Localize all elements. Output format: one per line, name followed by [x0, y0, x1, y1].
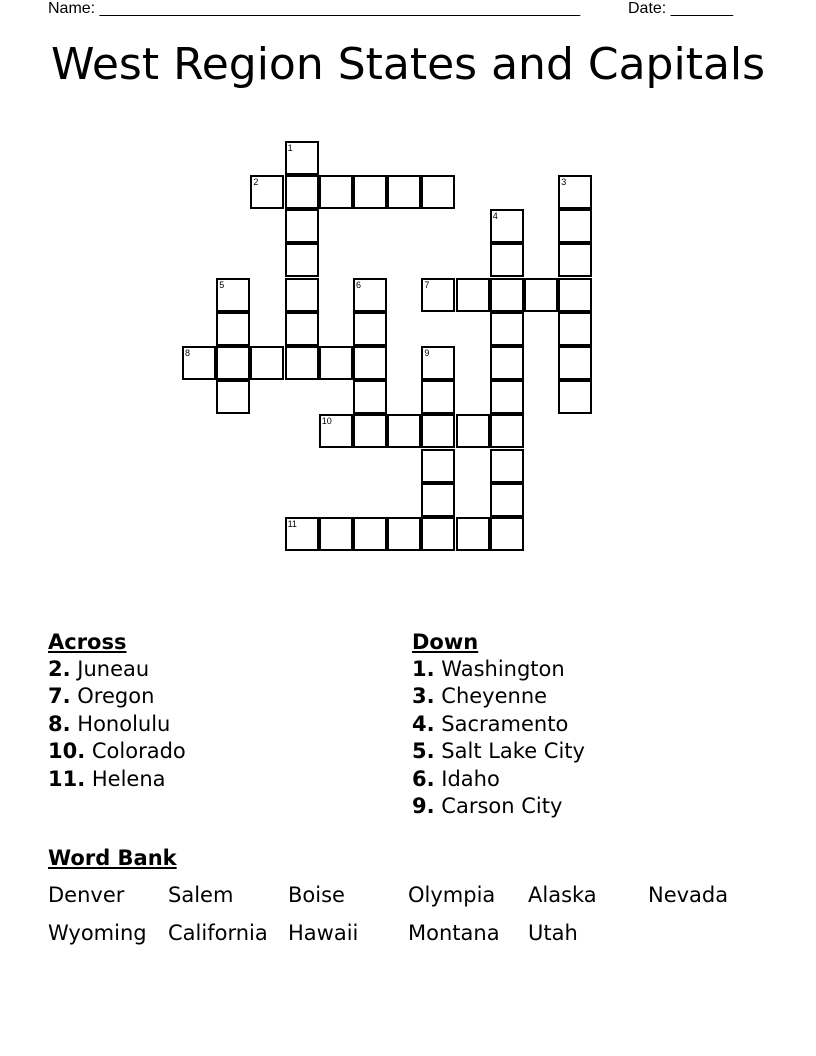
clue-number: 5 [219, 279, 225, 290]
crossword-cell[interactable] [490, 517, 524, 551]
crossword-cell[interactable] [490, 278, 524, 312]
crossword-cell[interactable] [421, 278, 455, 312]
word-bank-word: Utah [528, 921, 578, 945]
page-title: West Region States and Capitals [50, 39, 766, 90]
crossword-cell[interactable] [387, 517, 421, 551]
crossword-cell[interactable] [490, 312, 524, 346]
crossword-cell[interactable] [285, 243, 319, 277]
clue-text: Colorado [91, 739, 186, 764]
word-bank [48, 844, 768, 945]
crossword-cell[interactable] [319, 346, 353, 380]
crossword-cell[interactable] [216, 346, 250, 380]
clue-number: 1 [287, 142, 293, 153]
clue-num: 2. [48, 657, 71, 681]
crossword-cell[interactable] [250, 175, 284, 209]
clue-text: Salt Lake City [441, 739, 585, 764]
clue-item [48, 766, 186, 793]
crossword-cell[interactable] [490, 243, 524, 277]
clue-text: Carson City [441, 794, 563, 819]
crossword-cell[interactable] [353, 312, 387, 346]
across-clues [48, 628, 186, 793]
crossword-cell[interactable] [387, 414, 421, 448]
crossword-cell[interactable] [490, 483, 524, 517]
clue-num: 10. [48, 739, 86, 764]
crossword-cell[interactable] [285, 141, 319, 175]
clue-number: 8 [185, 348, 191, 358]
clue-number: 2 [253, 177, 259, 187]
crossword-cell[interactable] [490, 414, 524, 448]
crossword-cell[interactable] [421, 483, 455, 517]
clue-item [48, 656, 186, 683]
crossword-cell[interactable] [558, 346, 592, 380]
crossword-cell[interactable] [558, 175, 592, 209]
clue-num: 1. [412, 657, 435, 681]
crossword-cell[interactable] [558, 278, 592, 312]
crossword-cell[interactable] [490, 209, 524, 243]
crossword-cell[interactable] [456, 414, 490, 448]
crossword-cell[interactable] [216, 312, 250, 346]
crossword-cell[interactable] [421, 175, 455, 209]
clue-item [412, 656, 585, 683]
clue-item [48, 711, 186, 738]
name-field-label: Name: ______________________________________________________ [48, 0, 581, 17]
crossword-cell[interactable] [456, 517, 490, 551]
crossword-cell[interactable] [353, 278, 387, 312]
down-clue-list [412, 656, 585, 820]
clue-text: Cheyenne [441, 684, 548, 709]
clue-item [48, 683, 186, 710]
clue-number: 6 [356, 279, 362, 290]
clue-num: 11. [48, 766, 86, 791]
crossword-cell[interactable] [387, 175, 421, 209]
crossword-cell[interactable] [319, 517, 353, 551]
date-field-label: Date: _______ [628, 0, 733, 17]
crossword-cell[interactable] [456, 278, 490, 312]
clue-number: 11 [287, 519, 297, 529]
crossword-cell[interactable] [490, 449, 524, 483]
clue-num: 3. [412, 684, 435, 709]
crossword-cell[interactable] [558, 243, 592, 277]
word-bank-word: Montana [408, 921, 500, 945]
word-bank-word: Denver [48, 883, 125, 907]
crossword-cell[interactable] [353, 517, 387, 551]
crossword-cell[interactable] [319, 414, 353, 448]
crossword-cell[interactable] [353, 346, 387, 380]
across-heading: Across [48, 630, 127, 654]
crossword-cell[interactable] [558, 380, 592, 414]
crossword-cell[interactable] [421, 414, 455, 448]
clue-item [412, 711, 585, 738]
crossword-cell[interactable] [285, 209, 319, 243]
clue-text: Helena [91, 766, 166, 791]
crossword-cell[interactable] [285, 175, 319, 209]
clue-num: 7. [48, 684, 71, 709]
crossword-cell[interactable] [353, 380, 387, 414]
crossword-cell[interactable] [353, 414, 387, 448]
word-bank-word: Nevada [648, 883, 729, 907]
clue-num: 6. [412, 766, 435, 791]
down-heading: Down [412, 630, 479, 654]
clue-number: 10 [321, 416, 332, 427]
clue-num: 8. [48, 711, 71, 736]
crossword-cell[interactable] [421, 449, 455, 483]
clue-item [412, 766, 585, 793]
crossword-cell[interactable] [558, 312, 592, 346]
word-bank-heading: Word Bank [48, 846, 177, 870]
clue-item [412, 793, 585, 820]
clue-text: Sacramento [441, 711, 569, 736]
word-bank-word: California [168, 921, 268, 945]
clue-text: Honolulu [77, 711, 171, 736]
clue-num: 4. [412, 711, 435, 736]
word-bank-word: Salem [168, 883, 234, 907]
crossword-cell[interactable] [250, 346, 284, 380]
crossword-cell[interactable] [319, 175, 353, 209]
crossword-cell[interactable] [216, 380, 250, 414]
word-bank-word: Olympia [408, 883, 496, 907]
down-clues [412, 628, 585, 820]
word-bank-word: Alaska [528, 883, 597, 907]
clue-item [48, 738, 186, 765]
clue-text: Washington [441, 657, 565, 681]
word-bank-word: Boise [288, 883, 345, 907]
clue-text: Idaho [441, 766, 500, 791]
crossword-cell[interactable] [285, 346, 319, 380]
crossword-cell[interactable] [216, 278, 250, 312]
crossword-cell[interactable] [490, 380, 524, 414]
crossword-cell[interactable] [353, 175, 387, 209]
clue-text: Juneau [77, 657, 150, 681]
clue-number: 9 [424, 348, 430, 358]
crossword-cell[interactable] [285, 278, 319, 312]
crossword-cell[interactable] [285, 517, 319, 551]
clue-num: 9. [412, 794, 435, 819]
clue-number: 7 [424, 279, 430, 290]
across-clue-list [48, 656, 186, 793]
word-bank-word: Wyoming [48, 921, 147, 945]
crossword-cell[interactable] [421, 380, 455, 414]
clue-item [412, 738, 585, 765]
crossword-cell[interactable] [421, 517, 455, 551]
crossword-cell[interactable] [182, 346, 216, 380]
clue-text: Oregon [77, 684, 155, 709]
word-bank-word: Hawaii [288, 921, 359, 945]
crossword-cell[interactable] [524, 278, 558, 312]
crossword-cell[interactable] [285, 312, 319, 346]
crossword-cell[interactable] [490, 346, 524, 380]
clue-num: 5. [412, 739, 435, 764]
crossword-cell[interactable] [421, 346, 455, 380]
clue-number: 3 [561, 177, 567, 187]
clue-number: 4 [492, 211, 498, 222]
clue-item [412, 683, 585, 710]
crossword-cell[interactable] [558, 209, 592, 243]
